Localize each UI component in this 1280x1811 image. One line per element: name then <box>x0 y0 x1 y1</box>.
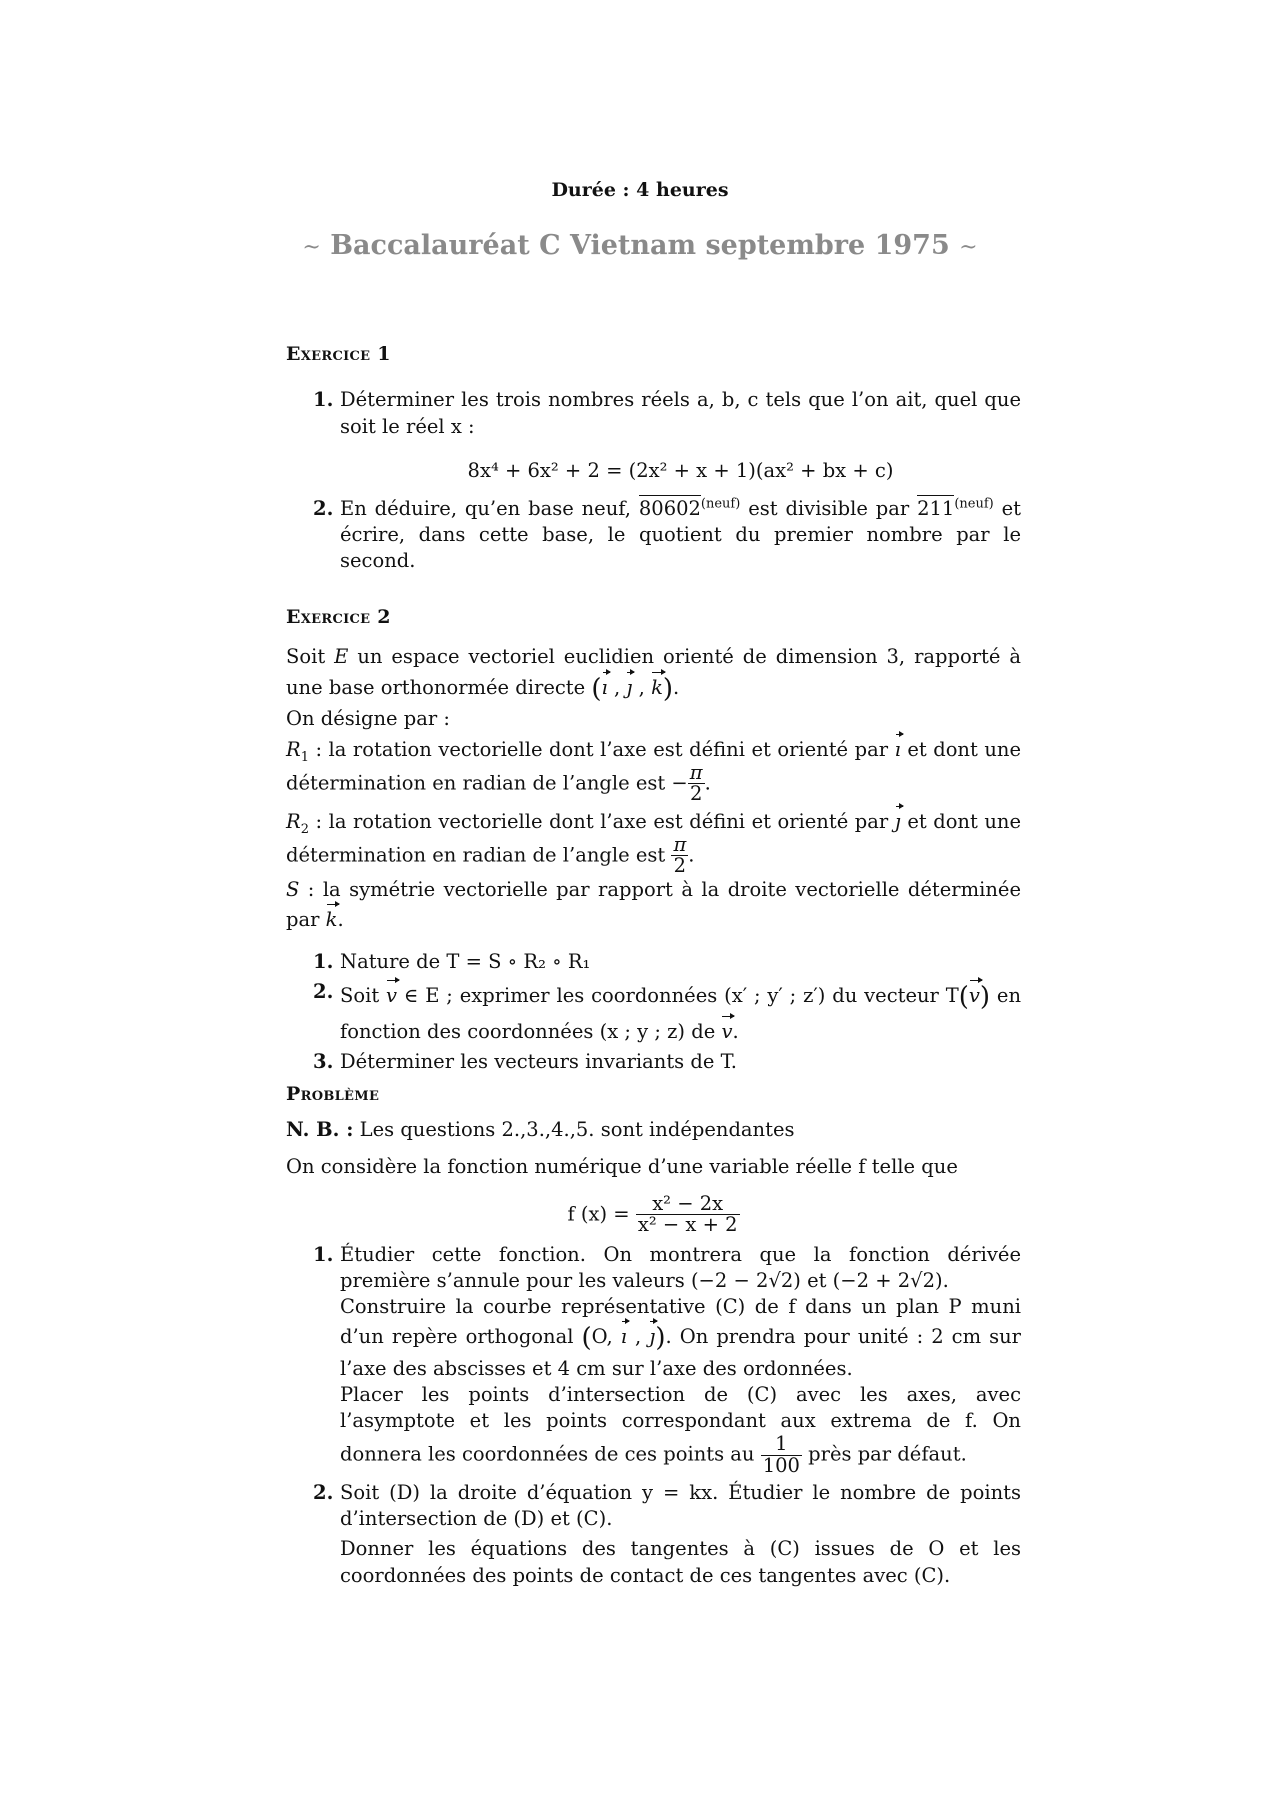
ex1-question-1 <box>286 387 1021 483</box>
r2-symbol: R <box>286 809 301 833</box>
ex2-q1-number: 1. <box>313 949 334 973</box>
function-numerator: x² − 2x <box>652 1191 724 1215</box>
ex2-intro-b: un espace vectoriel euclidien orienté de dimension 3, rapporté à une base orthonormée directe <box>286 645 1022 699</box>
nb-text: Les questions 2.,3.,4.,5. sont indépendantes <box>359 1118 795 1142</box>
vector-k: k <box>651 671 663 701</box>
origin-O: O, <box>591 1325 613 1349</box>
fraction-denominator: 2 <box>671 855 688 876</box>
ex2-q2-text: Soit v ∈ E ; exprimer les coordonnées (x′ ; y′ ; z′) du vecteur T(v) en fonction des coordonnées (x ; y ; z) de v. <box>340 979 1021 1045</box>
ex2-question-2 <box>286 979 1021 1045</box>
ex2-q2-c: en fonction des coordonnées (x ; y ; z) de <box>340 984 1022 1043</box>
ex1-q2-text <box>340 496 1021 574</box>
r1-text: : la rotation vectorielle dont l’axe est défini et orienté par <box>308 737 889 761</box>
ex2-s-def: S : la symétrie vectorielle par rapport à la droite vectorielle déterminée par k. <box>286 877 1021 933</box>
vector-v: v <box>386 979 397 1009</box>
exercise-1 <box>286 342 1021 574</box>
r1-text-2: et dont une détermination en radian de l’angle est − <box>286 737 1021 795</box>
nb-note <box>286 1117 1021 1143</box>
ex1-q2-number: 2. <box>313 496 334 520</box>
ex2-q1-text: Nature de T = S ∘ R₂ ∘ R₁ <box>340 949 591 973</box>
fraction-denominator: 2 <box>688 783 705 804</box>
pi-symbol: π <box>673 832 687 856</box>
vector-i: ı <box>621 1320 627 1350</box>
prob-q1-number: 1. <box>313 1242 334 1266</box>
number-80602: 80602 <box>638 496 701 520</box>
vector-j: ȷ <box>895 805 901 835</box>
r2-text-2: et dont une détermination en radian de l’angle est <box>286 809 1022 867</box>
prob-q1-p2: Construire la courbe représentative (C) de f dans un plan P muni d’un repère orthogonal (O, ı , ȷ). On prendra pour unité : 2 cm sur l’axe des abscisses et 4 cm sur l’axe des ordonnées. <box>340 1294 1021 1380</box>
prob-q2-p1: Soit (D) la droite d’équation y = kx. Étudier le nombre de points d’intersection de (D) et (C). <box>340 1481 1021 1531</box>
ex1-q1-text: Déterminer les trois nombres réels a, b, c tels que l’on ait, quel que soit le réel x : <box>340 388 1021 438</box>
base-label-1: (neuf) <box>700 496 741 512</box>
vector-v: v <box>969 979 980 1009</box>
vector-j: ȷ <box>626 671 632 701</box>
ex2-intro: Soit E un espace vectoriel euclidien orienté de dimension 3, rapporté à une base orthonormée directe (ı , ȷ , k). <box>286 645 1022 704</box>
r1-symbol: R <box>286 737 301 761</box>
function-lhs: f (x) = <box>567 1202 630 1226</box>
nb-label: N. B. : <box>286 1118 354 1142</box>
number-211: 211 <box>917 496 955 520</box>
ex2-space-E: E <box>334 645 349 669</box>
vector-i: ı <box>602 671 608 701</box>
ex2-q3-number: 3. <box>313 1049 334 1073</box>
ex2-q2-number: 2. <box>313 980 334 1004</box>
exercise-2-questions <box>286 949 1021 1075</box>
prob-q1-p3 <box>340 1382 1021 1476</box>
r2-subscript: 2 <box>300 821 309 837</box>
prob-q1-p3a: Placer les points d’intersection de (C) avec les axes, avec l’asymptote et les points correspondant aux extrema de f. On donnera les coordonnées de ces points au <box>340 1382 1021 1466</box>
vector-i: ı <box>895 733 901 763</box>
ex2-q2-b: ∈ E ; exprimer les coordonnées (x′ ; y′ ; z′) du vecteur T <box>403 984 959 1008</box>
function-denominator: x² − x + 2 <box>637 1213 738 1237</box>
ex2-q2-a: Soit <box>340 984 380 1008</box>
function-definition <box>286 1191 1021 1237</box>
ex1-q2-part-b: est divisible par <box>748 496 910 520</box>
page-title <box>0 228 1280 264</box>
ex1-q1-formula: 8x⁴ + 6x² + 2 = (2x² + x + 1)(ax² + bx + c) <box>467 458 894 482</box>
duration-label: Durée : 4 heures <box>551 179 729 201</box>
ex1-q1-number: 1. <box>313 388 334 412</box>
ex2-q3-text: Déterminer les vecteurs invariants de T. <box>340 1049 737 1073</box>
prob-q2-p2: Donner les équations des tangentes à (C) issues de O et les coordonnées des points de contact de ces tangentes avec (C). <box>340 1537 1021 1587</box>
ex2-designe: On désigne par : <box>286 707 450 731</box>
ex2-intro-a: Soit <box>286 645 326 669</box>
pi-symbol: π <box>689 760 703 784</box>
ex2-r2-def: $R_2$ : la rotation vectorielle dont l’axe est défini et orienté par ȷ et dont une détermination en radian de l’angle est $\frac{\pi}{2}$ . <box>286 805 1021 877</box>
vector-j: ȷ <box>649 1320 655 1350</box>
fraction-denominator: 100 <box>762 1453 800 1477</box>
ex2-question-3 <box>286 1049 1021 1075</box>
s-text: : la symétrie vectorielle par rapport à la droite vectorielle déterminée par <box>286 877 1021 931</box>
prob-question-1 <box>286 1242 1021 1477</box>
ex2-question-1 <box>286 949 1021 975</box>
s-symbol: S <box>286 877 300 901</box>
title-text: Baccalauréat C Vietnam septembre 1975 <box>330 230 950 261</box>
vector-v: v <box>721 1015 732 1045</box>
ornament-left-icon: ~ <box>302 235 321 260</box>
exercise-1-questions <box>286 387 1021 574</box>
base-label-2: (neuf) <box>954 496 994 512</box>
prob-q1-p1: Étudier cette fonction. On montrera que la fonction dérivée première s’annule pour les valeurs (−2 − 2√2) et (−2 + 2√2). <box>340 1242 1021 1292</box>
prob-q1-p2a: Construire la courbe représentative (C) de f dans un plan P muni d’un repère orthogonal <box>340 1294 1021 1349</box>
exercise-2 <box>286 605 1021 1075</box>
ex2-r1-def: $R_1$ : la rotation vectorielle dont l’axe est défini et orienté par ı et dont une détermination en radian de l’angle est − $\frac{\pi}{2}$ . <box>286 733 1021 805</box>
prob-q2-number: 2. <box>313 1481 334 1505</box>
exercise-1-heading: Exercice 1 <box>286 343 391 365</box>
r1-subscript: 1 <box>300 749 309 765</box>
prob-q1-p3b: près par défaut. <box>808 1442 967 1466</box>
vector-k: k <box>326 903 338 933</box>
problem-questions <box>286 1242 1021 1589</box>
exercise-2-heading: Exercice 2 <box>286 606 391 628</box>
ex1-q2-part-a: En déduire, qu’en base neuf, <box>340 496 631 520</box>
ex1-question-2 <box>286 496 1021 574</box>
fraction-numerator: 1 <box>775 1432 788 1456</box>
prob-question-2 <box>286 1480 1021 1589</box>
prob-q1-p2b: . On prendra pour unité : 2 cm sur l’axe des abscisses et 4 cm sur l’axe des ordonnées. <box>340 1325 1021 1380</box>
ornament-right-icon: ~ <box>959 235 978 260</box>
r2-text: : la rotation vectorielle dont l’axe est défini et orienté par <box>308 809 889 833</box>
problem-heading: Problème <box>286 1083 380 1105</box>
problem <box>286 1082 1021 1589</box>
ex1-q2-part-c: et écrire, dans cette base, le quotient du premier nombre par le second. <box>340 496 1022 573</box>
problem-intro: On considère la fonction numérique d’une variable réelle f telle que <box>286 1154 958 1178</box>
